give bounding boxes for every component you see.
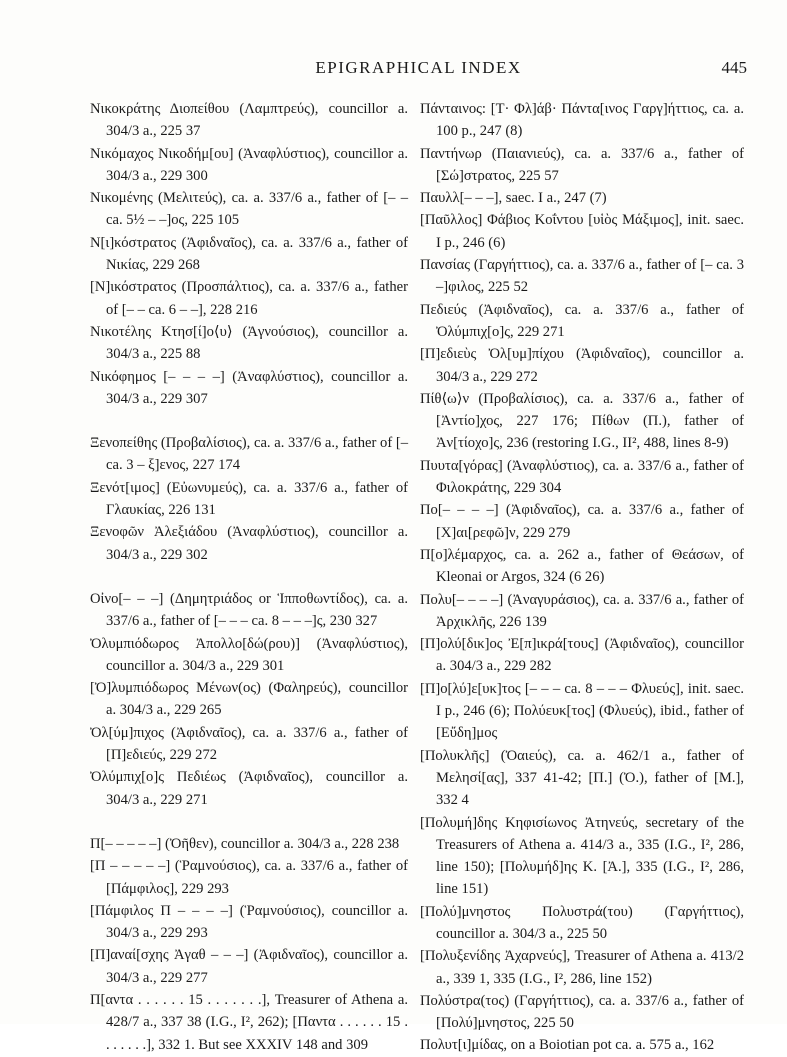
index-entry: [Π]εδιεὺς Ὀλ[υμ]πίχου (Ἀφιδναῖος), councillor a. 304/3 a., 229 272 <box>420 346 744 385</box>
index-entry: Πίθ⟨ω⟩ν (Προβαλίσιος), ca. a. 337/6 a., father of [Ἀντίο]χος, 227 176; Πίθων (Π.), father of Ἀν[τίοχο]ς, 236 (restoring I.G., II², 488, lines 8-9) <box>420 390 744 452</box>
index-entry: [Πολυκλῆς] (Ὀαιεύς), ca. a. 462/1 a., father of Μελησί[ας], 337 41-42; [Π.] (Ὀ.), father of [Μ.], 332 4 <box>420 747 744 809</box>
index-entry: Ὀλύμπιχ[ο]ς Πεδιέως (Ἀφιδναῖος), councillor a. 304/3 a., 229 271 <box>90 769 408 808</box>
index-entry: [Πολυμή]δης Κηφισίωνος Ἀτηνεύς, secretary of the Treasurers of Athena a. 414/3 a., 335 (I.G., I², 286, line 150); [Πολυμήδ]ης Κ. [Ἀ.], 335 (I.G., I², 286, line 151) <box>420 814 744 898</box>
index-entry: [Ν]ικόστρατος (Προσπάλτιος), ca. a. 337/6 a., father of [– – ca. 6 – –], 228 216 <box>90 279 408 318</box>
index-entry: Νικόφημος [– – – –] (Ἀναφλύστιος), councillor a. 304/3 a., 229 307 <box>90 368 408 407</box>
index-entry: Πολυτ[ι]μίδας, on a Boiotian pot ca. a. 575 a., 162 <box>420 1037 715 1054</box>
index-entry: Νικοτέλης Κτησ[ί]ο⟨υ⟩ (Ἀγνούσιος), councillor a. 304/3 a., 225 88 <box>90 323 408 363</box>
index-entry: Πολύστρα(τος) (Γαργήττιος), ca. a. 337/6 a., father of [Πολύ]μνηστος, 225 50 <box>420 992 744 1032</box>
index-entry: Νικοκράτης Διοπείθου (Λαμπτρεύς), councillor a. 304/3 a., 225 37 <box>90 101 408 140</box>
index-entry: Παντήνωρ (Παιανιεύς), ca. a. 337/6 a., father of [Σώ]στρατος, 225 57 <box>420 145 744 184</box>
index-entry: Νικομένης (Μελιτεύς), ca. a. 337/6 a., father of [– – ca. 5½ – –]ος, 225 105 <box>90 190 408 229</box>
left-column <box>90 98 408 1056</box>
index-entry: [Π]ολύ[δικ]ος Ἐ[π]ικρά[τους] (Ἀφιδναῖος), councillor a. 304/3 a., 229 282 <box>420 636 744 675</box>
index-entry: [Παῦλλος] Φάβιος Κοΐντου [υἱὸς Μάξιμος], init. saec. I p., 246 (6) <box>420 212 744 251</box>
index-entry: [Πάμφιλος Π – – – –] (Ῥαμνούσιος), councillor a. 304/3 a., 229 293 <box>90 902 408 942</box>
running-title: EPIGRAPHICAL INDEX <box>315 58 522 77</box>
index-entry: Πυυτα[γόρας] (Ἀναφλύστιος), ca. a. 337/6 a., father of Φιλοκράτης, 229 304 <box>420 457 744 497</box>
index-entry: [Π]ο[λύ]ε[υκ]τος [– – – ca. 8 – – – Φλυεύς], init. saec. I p., 246 (6); Πολύευκ[τος] (Φλυεύς), ibid., father of [Εὔδη]μος <box>420 680 744 742</box>
index-entry: Ξενότ[ιμος] (Εὐωνυμεύς), ca. a. 337/6 a., father of Γλαυκίας, 226 131 <box>90 479 408 519</box>
index-entry: [Π – – – – –] (Ῥαμνούσιος), ca. a. 337/6 a., father of [Πάμφιλος], 229 293 <box>90 858 408 897</box>
page-number: 445 <box>721 58 747 77</box>
index-entry: Π[– – – – –] (Ὀῆθεν), councillor a. 304/3 a., 228 238 <box>90 835 400 852</box>
index-entry: [Πολυξενίδης Ἀχαρνεύς], Treasurer of Athena a. 413/2 a., 339 1, 335 (I.G., I², 286, line 152) <box>420 948 744 987</box>
index-entry: [Πολύ]μνηστος Πολυστρά(του) (Γαργήττιος), councillor a. 304/3 a., 225 50 <box>420 903 744 942</box>
index-entry: Ὀλ[ύμ]πιχος (Ἀφιδναῖος), ca. a. 337/6 a., father of [Π]εδιεύς, 229 272 <box>90 724 408 764</box>
index-entry: Πανσίας (Γαργήττιος), ca. a. 337/6 a., father of [– ca. 3 –]φιλος, 225 52 <box>420 257 744 296</box>
index-entry: Παυλλ[– – –], saec. I a., 247 (7) <box>420 190 607 207</box>
index-entry: Πεδιεύς (Ἀφιδναῖος), ca. a. 337/6 a., father of Ὀλύμπιχ[ο]ς, 229 271 <box>420 301 744 340</box>
index-entry: Πάνταινος: [Τ· Φλ]άβ· Πάντα[ινος Γαργ]ήττιος, ca. a. 100 p., 247 (8) <box>420 101 744 140</box>
right-column <box>420 98 744 1057</box>
index-entry: Πο[– – – –] (Ἀφιδναῖος), ca. a. 337/6 a., father of [Χ]αι[ρεφῶ]ν, 229 279 <box>420 502 744 541</box>
index-entry: [Ὀ]λυμπιόδωρος Μένων(ος) (Φαληρεύς), councillor a. 304/3 a., 229 265 <box>90 680 408 719</box>
index-entry: Οἰνο[– – –] (Δημητριάδος or Ἱπποθωντίδος), ca. a. 337/6 a., father of [– – – ca. 8 – – –]ς, 230 327 <box>90 590 408 630</box>
index-entry: Νικόμαχος Νικοδήμ[ου] (Ἀναφλύστιος), councillor a. 304/3 a., 229 300 <box>90 145 408 184</box>
index-entry: Ν[ι]κόστρατος (Ἀφιδναῖος), ca. a. 337/6 a., father of Νικίας, 229 268 <box>90 234 408 274</box>
index-entry: Ξενοφῶν Ἀλεξιάδου (Ἀναφλύστιος), councillor a. 304/3 a., 229 302 <box>90 524 408 563</box>
index-entry: Πολυ[– – – –] (Ἀναγυράσιος), ca. a. 337/6 a., father of Ἀρχικλῆς, 226 139 <box>420 591 744 630</box>
index-entry: Π[ο]λέμαρχος, ca. a. 262 a., father of Θεάσων, of Kleonai or Argos, 324 (6 26) <box>420 546 744 586</box>
index-entry: Ὀλυμπιόδωρος Ἀπολλο[δώ(ρου)] (Ἀναφλύστιος), councillor a. 304/3 a., 229 301 <box>90 635 408 674</box>
index-entry: Ξενοπείθης (Προβαλίσιος), ca. a. 337/6 a., father of [– ca. 3 – ξ]ενος, 227 174 <box>90 435 408 474</box>
index-entry: [Π]αναί[σχης Ἀγαθ – – –] (Ἀφιδναῖος), councillor a. 304/3 a., 229 277 <box>90 947 408 986</box>
page-header <box>90 58 747 82</box>
index-entry: Π[αντα . . . . . . 15 . . . . . . .], Treasurer of Athena a. 428/7 a., 337 38 (I.G., I², 262); [Παντα . . . . . . 15 . . . . . . .], 332 1. But see XXXIV 148 and 309 <box>90 991 408 1053</box>
